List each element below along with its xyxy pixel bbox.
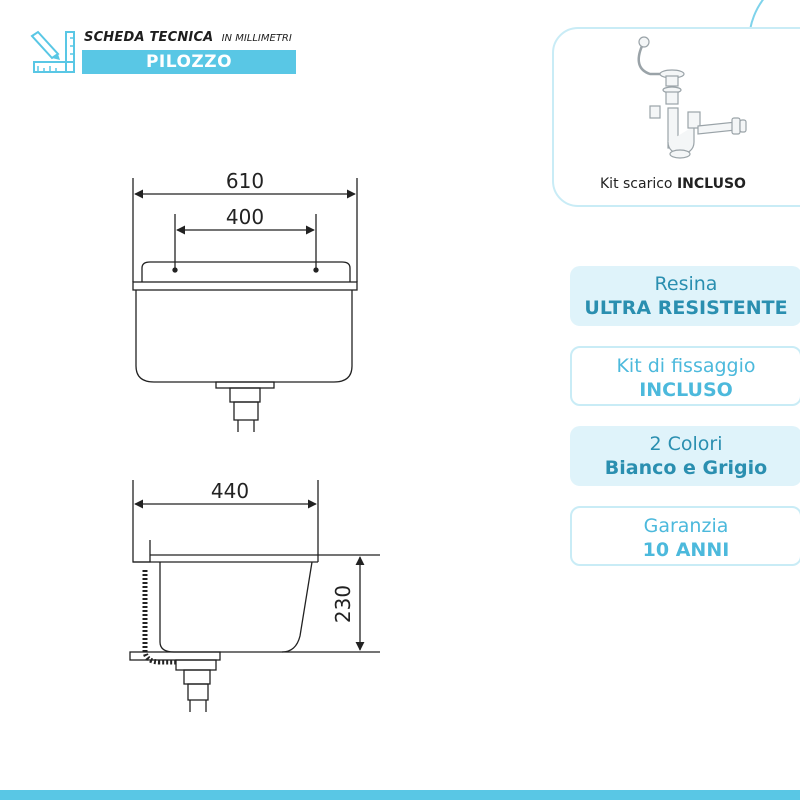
feature-material-line1: Resina [654,273,718,295]
backsplash-outline [142,262,350,282]
front-rim [133,282,357,290]
dim-holes-label: 400 [225,205,265,229]
feature-fixing-kit-line2: INCLUSO [639,379,733,401]
dim-depth-label: 440 [210,479,250,503]
feature-warranty-line2: 10 ANNI [642,539,730,561]
feature-warranty-line1: Garanzia [643,515,729,537]
feature-colors-line1: 2 Colori [649,433,723,455]
front-drain-nut [234,402,258,420]
dim-height-label: 230 [331,584,355,624]
front-basin [136,290,352,382]
side-drain-body [184,670,210,684]
fixing-hole-left [173,268,177,272]
side-backsplash [133,540,150,562]
bottom-accent-bar [0,790,800,800]
side-bracket [130,652,220,660]
feature-fixing-kit-line1: Kit di fissaggio [616,355,756,377]
feature-colors-line2: Bianco e Grigio [604,457,768,479]
side-drain-flange [176,660,216,670]
drain-kit-label-text: Kit scarico [600,176,677,192]
feature-material-line2: ULTRA RESISTENTE [584,297,788,319]
side-basin [160,562,312,652]
fixing-hole-right [314,268,318,272]
front-drain-body [230,388,260,402]
dim-width-label: 610 [225,169,265,193]
drain-kit-label-bold: INCLUSO [676,176,746,192]
front-drain-flange [216,382,274,388]
sheet-title-main: SCHEDA TECNICA [84,30,214,45]
side-drain-nut [188,684,208,700]
product-name: PILOZZO [82,50,296,74]
sheet-title-unit: IN MILLIMETRI [221,33,292,44]
